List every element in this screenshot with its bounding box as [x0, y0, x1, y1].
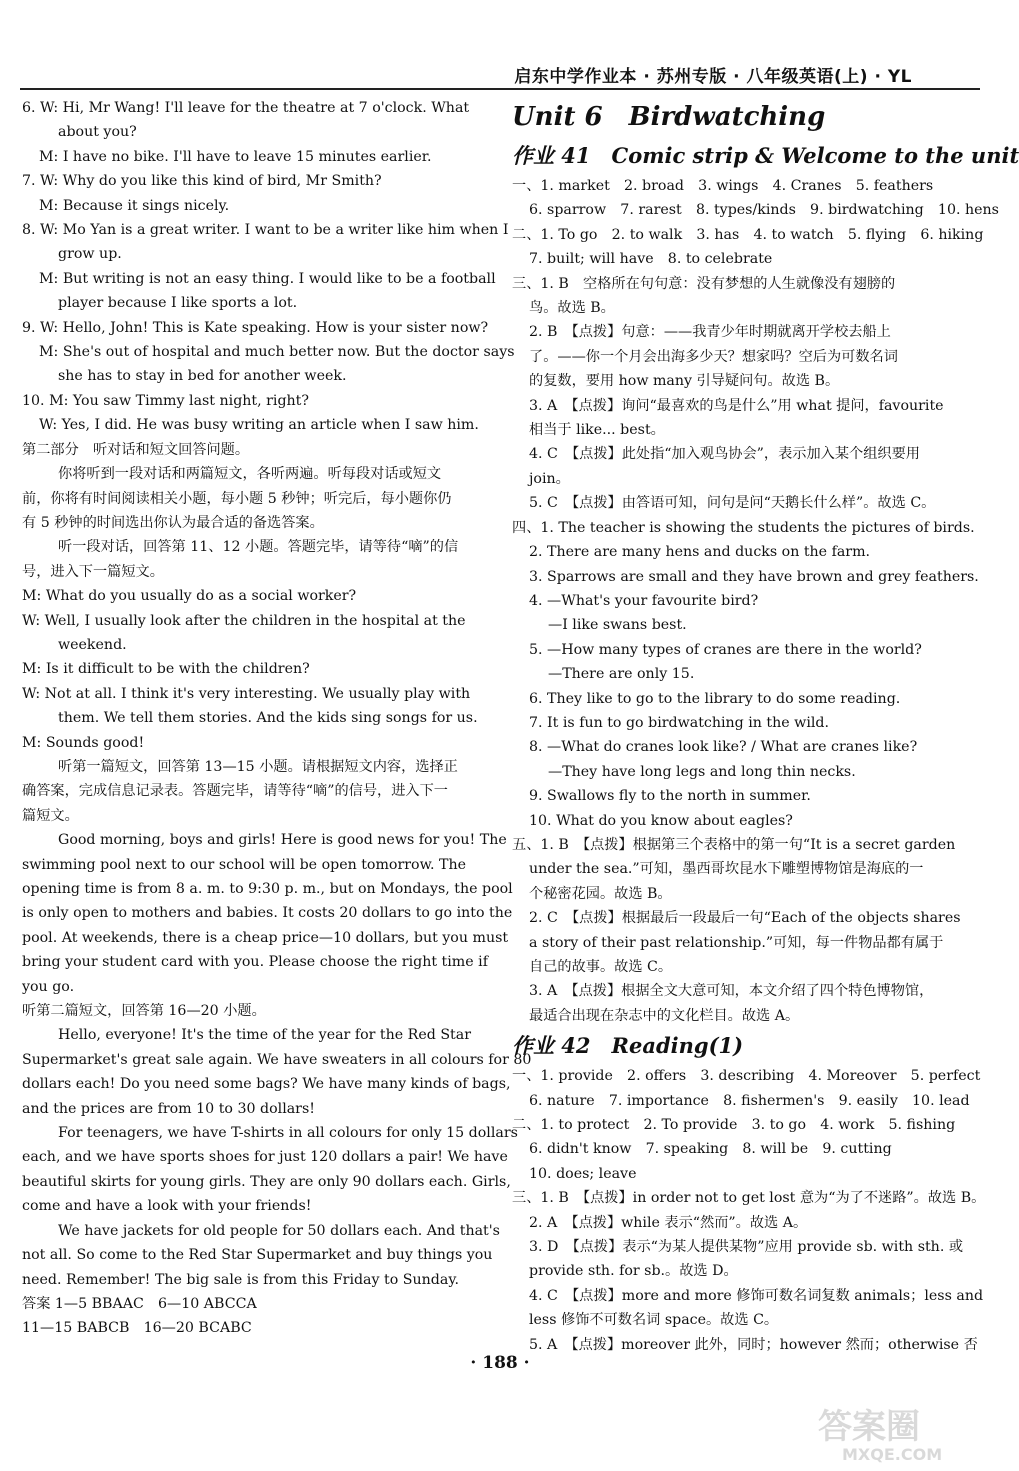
answer-line: 9. Swallows fly to the north in summer.	[529, 788, 811, 805]
answer-line: 最适合出现在杂志中的文化栏目。故选 A。	[529, 1007, 800, 1024]
text-line: swimming pool next to our school will be open tomorrow. The	[22, 856, 467, 873]
answer-line: 6. They like to go to the library to do some reading.	[529, 690, 901, 707]
answer-line: 一、1. provide 2. offers 3. describing 4. Moreover 5. perfect	[512, 1068, 981, 1085]
answer-line: 4. C 【点拨】more and more 修饰可数名词复数 animals；less and	[529, 1287, 984, 1304]
text-line: Good morning, boys and girls! Here is good news for you! The	[58, 832, 507, 849]
text-line: player because I like sports a lot.	[58, 295, 298, 312]
text-line: and the prices are from 10 to 30 dollars!	[22, 1100, 315, 1117]
text-line: 篇短文。	[22, 807, 79, 824]
answer-line: 了。——你一个月会出海多少天？想家吗？空后为可数名词	[529, 348, 898, 365]
text-line: 有 5 秒钟的时间选出你认为最合适的备选答案。	[22, 514, 324, 531]
answer-line: 个秘密花园。故选 B。	[529, 885, 672, 902]
answer-line: —I like swans best.	[548, 617, 687, 634]
text-line: come and have a look with your friends!	[22, 1198, 312, 1215]
answer-line: under the sea.”可知，墨西哥坎昆水下雕塑博物馆是海底的一	[529, 861, 924, 878]
text-line: 确答案，完成信息记录表。答题完毕，请等待“嘀”的信号，进入下一	[22, 783, 448, 800]
lesson-42-title: 作业 42 Reading(1)	[512, 1033, 744, 1059]
text-line: is only open to mothers and babies. It costs 20 dollars to go into the	[22, 905, 513, 922]
svg-text:答案圈: 答案圈	[818, 1407, 920, 1447]
answer-line: 6. didn't know 7. speaking 8. will be 9. cutting	[529, 1141, 892, 1158]
answer-line: 8. —What do cranes look like? / What are cranes like?	[529, 739, 918, 756]
text-line: dollars each! Do you need some bags? We have many kinds of bags,	[22, 1076, 511, 1093]
answer-line: —They have long legs and long thin necks.	[548, 763, 856, 780]
answer-line: 3. A 【点拨】询问“最喜欢的鸟是什么”用 what 提问，favourite	[529, 397, 944, 414]
answer-line: 3. Sparrows are small and they have brown and grey feathers.	[529, 568, 979, 585]
text-line: not all. So come to the Red Star Supermarket and buy things you	[22, 1247, 493, 1264]
text-line: 9. W: Hello, John! This is Kate speaking. How is your sister now?	[22, 319, 489, 336]
text-line: 听第二篇短文，回答第 16—20 小题。	[22, 1003, 266, 1020]
text-line: you go.	[22, 978, 75, 995]
text-line: them. We tell them stories. And the kids sing songs for us.	[58, 710, 478, 727]
text-line: W: Well, I usually look after the children in the hospital at the	[22, 612, 466, 629]
text-line: W: Yes, I did. He was busy writing an article when I saw him.	[39, 417, 479, 434]
answer-line: 四、1. The teacher is showing the students the pictures of birds.	[512, 519, 975, 536]
answer-line: 二、1. to protect 2. To provide 3. to go 4. work 5. fishing	[512, 1117, 956, 1134]
text-line: 6. W: Hi, Mr Wang! I'll leave for the theatre at 7 o'clock. What	[22, 100, 470, 116]
answer-line: 一、1. market 2. broad 3. wings 4. Cranes 5. feathers	[512, 178, 934, 194]
answer-line: 7. It is fun to go birdwatching in the wild.	[529, 714, 829, 731]
answer-line: join。	[529, 470, 570, 487]
text-line: 听一段对话，回答第 11、12 小题。答题完毕，请等待“嘀”的信	[58, 539, 459, 556]
answer-line: 4. C 【点拨】此处指“加入观鸟协会”，表示加入某个组织要用	[529, 446, 920, 463]
answer-line: 鸟。故选 B。	[529, 300, 615, 317]
answer-line: 二、1. To go 2. to walk 3. has 4. to watch 5. flying 6. hiking	[512, 226, 984, 243]
text-line: For teenagers, we have T-shirts in all colours for only 15 dollars	[58, 1125, 518, 1142]
answer-line: 相当于 like... best。	[529, 422, 665, 439]
answer-line: —There are only 15.	[548, 666, 695, 683]
answer-line: 2. A 【点拨】while 表示“然而”。故选 A。	[529, 1214, 808, 1231]
header-title: 启东中学作业本 · 苏州专版 · 八年级英语(上) · YL	[514, 67, 912, 87]
answer-line: 11—15 BABCB 16—20 BCABC	[22, 1320, 252, 1337]
text-line: We have jackets for old people for 50 dollars each. And that's	[58, 1222, 500, 1239]
text-line: 听第一篇短文，回答第 13—15 小题。请根据短文内容，选择正	[58, 758, 458, 775]
svg-text:MXQE.COM: MXQE.COM	[842, 1445, 943, 1464]
answer-line: 2. B 【点拨】句意：——我青少年时期就离开学校去船上	[529, 324, 891, 341]
text-line: Supermarket's great sale again. We have sweaters in all colours for 80	[22, 1051, 532, 1068]
text-line: grow up.	[58, 246, 122, 263]
answer-line: 2. There are many hens and ducks on the farm.	[529, 544, 871, 561]
answer-line: 5. —How many types of cranes are there in the world?	[529, 641, 922, 658]
text-line: 7. W: Why do you like this kind of bird, Mr Smith?	[22, 173, 382, 190]
lesson-41-title: 作业 41 Comic strip & Welcome to the unit	[512, 143, 1019, 168]
answer-line: 10. What do you know about eagles?	[529, 812, 793, 829]
page-number: · 188 ·	[470, 1353, 530, 1373]
answer-line: 五、1. B 【点拨】根据第三个表格中的第一句“It is a secret garden	[512, 836, 956, 853]
text-line: M: Because it sings nicely.	[39, 197, 230, 214]
page-header	[20, 0, 980, 92]
answer-line: 5. C 【点拨】由答语可知，问句是问“天鹅长什么样”。故选 C。	[529, 495, 936, 512]
right-column	[512, 96, 1019, 1357]
text-line: M: What do you usually do as a social worker?	[22, 588, 357, 605]
answer-line: 2. C 【点拨】根据最后一段最后一句“Each of the objects shares	[529, 910, 961, 927]
answer-line: provide sth. for sb.。故选 D。	[529, 1263, 738, 1280]
text-line: pool. At weekends, there is a cheap price—10 dollars, but you must	[22, 929, 509, 946]
answer-line: 4. —What's your favourite bird?	[529, 592, 759, 609]
text-line: opening time is from 8 a. m. to 9:30 p. m., but on Mondays, the pool	[22, 881, 513, 897]
answer-line: 5. A 【点拨】moreover 此外，同时；however 然而；otherwise 否	[529, 1336, 978, 1353]
answer-line: 6. nature 7. importance 8. fishermen's 9. easily 10. lead	[529, 1092, 970, 1109]
section-heading: 第二部分 听对话和短文回答问题。	[22, 441, 250, 458]
answer-line: 的复数，要用 how many 引导疑问句。故选 B。	[529, 373, 840, 390]
text-line: 号，进入下一篇短文。	[22, 563, 164, 580]
answer-line: 3. D 【点拨】表示“为某人提供某物”应用 provide sb. with sth. 或	[529, 1239, 964, 1256]
text-line: 前，你将有时间阅读相关小题，每小题 5 秒钟；听完后，每小题你仍	[22, 490, 452, 507]
text-line: each, and we have sports shoes for just 120 dollars a pair! We have	[22, 1149, 508, 1166]
answer-line: a story of their past relationship.”可知，每一件物品都有属于	[529, 934, 944, 951]
text-line: she has to stay in bed for another week.	[58, 368, 347, 385]
text-line: Hello, everyone! It's the time of the year for the Red Star	[58, 1027, 472, 1044]
text-line: 10. M: You saw Timmy last night, right?	[22, 392, 309, 409]
text-line: bring your student card with you. Please choose the right time if	[22, 954, 488, 971]
text-line: beautiful skirts for young girls. They are only 90 dollars each. Girls,	[22, 1173, 511, 1190]
text-line: W: Not at all. I think it's very interesting. We usually play with	[22, 685, 471, 702]
text-line: 你将听到一段对话和两篇短文，各听两遍。听每段对话或短文	[58, 466, 442, 483]
answer-line: 10. does; leave	[529, 1165, 637, 1182]
answer-line: 答案 1—5 BBAAC 6—10 ABCCA	[22, 1295, 257, 1312]
answer-line: 3. A 【点拨】根据全文大意可知，本文介绍了四个特色博物馆，	[529, 983, 934, 1000]
answer-line: 7. built; will have 8. to celebrate	[529, 251, 773, 268]
text-line: M: Sounds good!	[22, 734, 145, 751]
text-line: M: Is it difficult to be with the children?	[22, 661, 310, 678]
answer-line: 自己的故事。故选 C。	[529, 959, 673, 975]
text-line: M: I have no bike. I'll have to leave 15 minutes earlier.	[39, 148, 432, 165]
text-line: 8. W: Mo Yan is a great writer. I want to be a writer like him when I	[22, 222, 509, 239]
answer-line: 6. sparrow 7. rarest 8. types/kinds 9. birdwatching 10. hens	[529, 202, 999, 219]
watermark-logo	[812, 1398, 982, 1464]
text-line: weekend.	[58, 636, 127, 653]
text-line: need. Remember! The big sale is from this Friday to Sunday.	[22, 1271, 459, 1288]
answer-line: 三、1. B 【点拨】in order not to get lost 意为“为了不迷路”。故选 B。	[512, 1190, 986, 1207]
text-line: about you?	[58, 124, 137, 141]
text-line: M: But writing is not an easy thing. I would like to be a football	[39, 270, 496, 287]
header-rule	[20, 88, 980, 90]
answer-line: less 修饰不可数名词 space。故选 C。	[529, 1312, 779, 1329]
unit-title: Unit 6 Birdwatching	[512, 102, 826, 132]
text-line: M: She's out of hospital and much better now. But the doctor says	[39, 344, 515, 361]
left-column	[22, 96, 532, 1341]
answer-line: 三、1. B 空格所在句句意：没有梦想的人生就像没有翅膀的	[512, 275, 896, 292]
